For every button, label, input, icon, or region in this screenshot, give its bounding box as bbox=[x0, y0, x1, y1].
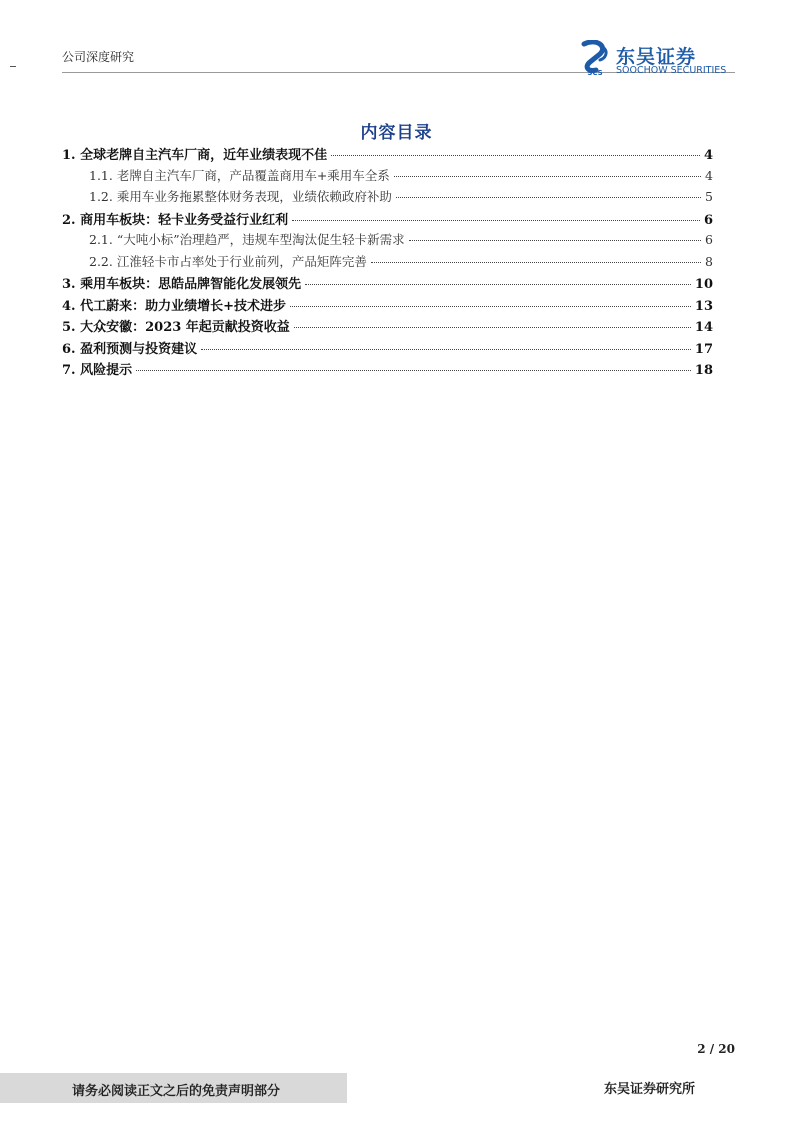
toc-leader-dots bbox=[371, 262, 701, 263]
toc-leader-dots bbox=[331, 155, 700, 156]
company-logo bbox=[578, 40, 738, 80]
toc-entry-1[interactable] bbox=[62, 144, 713, 166]
toc-entry-label: 3. 乘用车板块：思皓品牌智能化发展领先 bbox=[62, 277, 302, 292]
logo-mark-text: SCS bbox=[587, 69, 603, 76]
toc-title: 内容目录 bbox=[360, 123, 433, 143]
toc-entry-page: 8 bbox=[705, 253, 713, 269]
toc-leader-dots bbox=[409, 240, 701, 241]
table-of-contents bbox=[62, 144, 713, 381]
toc-entry-5[interactable] bbox=[62, 316, 713, 338]
logo-cn-name: 东吴证券 bbox=[616, 46, 697, 68]
toc-leader-dots bbox=[201, 349, 691, 350]
toc-entry-page: 5 bbox=[705, 189, 713, 204]
toc-entry-2[interactable] bbox=[62, 209, 713, 231]
toc-entry-3[interactable] bbox=[62, 273, 713, 295]
toc-entry-label: 1.2. 乘用车业务拖累整体财务表现，业绩依赖政府补助 bbox=[89, 189, 392, 204]
toc-entry-label: 2. 商用车板块：轻卡业务受益行业红利 bbox=[62, 212, 289, 228]
toc-entry-2-1[interactable] bbox=[62, 230, 713, 252]
header-dash bbox=[10, 66, 16, 67]
toc-entry-label: 5. 大众安徽：2023 年起贡献投资收益 bbox=[62, 320, 290, 335]
toc-leader-dots bbox=[294, 327, 691, 328]
toc-entry-page: 4 bbox=[705, 167, 713, 183]
toc-entry-page: 13 bbox=[694, 298, 713, 314]
toc-entry-7[interactable] bbox=[62, 359, 713, 381]
toc-entry-label: 1. 全球老牌自主汽车厂商，近年业绩表现不佳 bbox=[62, 148, 328, 163]
page-number: 2 / 20 bbox=[697, 1042, 735, 1056]
toc-entry-page: 4 bbox=[703, 148, 713, 163]
disclaimer-text: 请务必阅读正文之后的免责声明部分 bbox=[72, 1084, 281, 1099]
toc-entry-page: 6 bbox=[703, 212, 713, 228]
toc-entry-page: 10 bbox=[694, 277, 713, 292]
toc-leader-dots bbox=[394, 176, 701, 177]
toc-entry-6[interactable] bbox=[62, 338, 713, 360]
disclaimer-bar bbox=[0, 1073, 347, 1103]
toc-entry-page: 6 bbox=[705, 232, 713, 247]
toc-entry-4[interactable] bbox=[62, 295, 713, 317]
toc-leader-dots bbox=[136, 370, 691, 371]
toc-entry-1-1[interactable] bbox=[62, 166, 713, 188]
footer-brand: 东吴证券研究所 bbox=[604, 1082, 696, 1097]
toc-leader-dots bbox=[292, 220, 700, 221]
toc-entry-label: 1.1. 老牌自主汽车厂商，产品覆盖商用车+乘用车全系 bbox=[89, 167, 390, 183]
logo-mark-icon bbox=[578, 40, 612, 76]
toc-leader-dots bbox=[396, 197, 701, 198]
toc-entry-page: 14 bbox=[694, 320, 713, 335]
toc-entry-page: 18 bbox=[694, 363, 713, 378]
toc-leader-dots bbox=[290, 306, 691, 307]
logo-en-name: SOOCHOW SECURITIES bbox=[616, 65, 727, 76]
toc-entry-label: 2.2. 江淮轻卡市占率处于行业前列，产品矩阵完善 bbox=[89, 253, 367, 269]
toc-leader-dots bbox=[305, 284, 691, 285]
toc-entry-label: 7. 风险提示 bbox=[62, 363, 133, 378]
toc-entry-2-2[interactable] bbox=[62, 252, 713, 274]
toc-entry-label: 2.1. “大吨小标”治理趋严，违规车型淘汰促生轻卡新需求 bbox=[89, 232, 405, 247]
toc-entry-1-2[interactable] bbox=[62, 187, 713, 209]
report-type-label: 公司深度研究 bbox=[62, 50, 135, 64]
toc-entry-label: 4. 代工蔚来：助力业绩增长+技术进步 bbox=[62, 298, 286, 314]
toc-entry-label: 6. 盈利预测与投资建议 bbox=[62, 341, 198, 357]
toc-entry-page: 17 bbox=[694, 341, 713, 357]
